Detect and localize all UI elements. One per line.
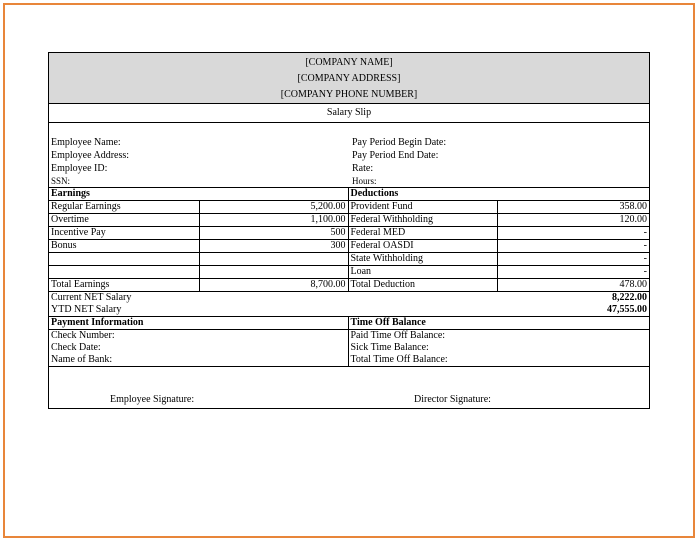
earning-label: Incentive Pay [49,227,199,240]
deduction-label: Loan [348,266,497,279]
time-off-header: Time Off Balance [348,317,649,330]
slip-title: Salary Slip [49,104,649,123]
earning-value: 500 [199,227,348,240]
ytd-net-label: YTD NET Salary [51,304,122,315]
rate-label: Rate: [352,163,374,174]
salary-slip [48,52,650,409]
table-row [49,240,649,253]
employee-address-label: Employee Address: [51,150,130,161]
earning-label: Regular Earnings [49,201,199,214]
paid-time-off-label: Paid Time Off Balance: [350,330,446,341]
deduction-value: - [497,240,649,253]
period-end-label: Pay Period End Date: [352,150,439,161]
earning-label: Overtime [49,214,199,227]
deduction-label: Federal MED [348,227,497,240]
employee-info [49,123,649,188]
deduction-value: 120.00 [497,214,649,227]
company-address: [COMPANY ADDRESS] [297,73,401,84]
total-deduction-label: Total Deduction [348,279,497,292]
payment-timeoff-section [49,317,649,367]
table-header-row [49,188,649,201]
table-row [49,266,649,279]
deduction-label: Federal OASDI [348,240,497,253]
table-row [49,227,649,240]
earnings-header: Earnings [49,188,348,201]
total-earnings-value: 8,700.00 [199,279,348,292]
deduction-value: - [497,253,649,266]
deduction-value: - [497,227,649,240]
table-row [49,253,649,266]
bank-name-label: Name of Bank: [49,354,348,366]
earning-label [49,266,199,279]
deduction-label: State Withholding [348,253,497,266]
current-net-value: 8,222.00 [612,292,647,303]
table-row [49,201,649,214]
ssn-label: SSN: [51,176,71,186]
earning-value: 1,100.00 [199,214,348,227]
deduction-value: - [497,266,649,279]
ytd-net-value: 47,555.00 [607,304,647,315]
deductions-header: Deductions [348,188,649,201]
company-name: [COMPANY NAME] [305,57,393,68]
total-deduction-value: 478.00 [497,279,649,292]
current-net-label: Current NET Salary [51,292,132,303]
net-salary-section [49,292,649,317]
check-date-label: Check Date: [49,342,348,354]
company-header [49,53,649,104]
total-earnings-label: Total Earnings [49,279,199,292]
earning-value: 300 [199,240,348,253]
earning-value [199,266,348,279]
earning-label [49,253,199,266]
sick-time-label: Sick Time Balance: [350,342,429,353]
employee-details [49,136,350,187]
payment-info-header: Payment Information [49,317,348,330]
employee-name-label: Employee Name: [51,137,121,148]
hours-label: Hours: [352,176,377,186]
company-phone: [COMPANY PHONE NUMBER] [280,89,418,100]
earning-value: 5,200.00 [199,201,348,214]
employee-signature-label: Employee Signature: [110,394,195,405]
table-row [49,214,649,227]
earnings-deductions-table [49,188,649,292]
check-number-label: Check Number: [49,330,348,343]
total-time-off-label: Total Time Off Balance: [350,354,448,365]
employee-id-label: Employee ID: [51,163,108,174]
deduction-value: 358.00 [497,201,649,214]
deduction-label: Provident Fund [348,201,497,214]
pay-period-details [350,136,446,187]
deduction-label: Federal Withholding [348,214,497,227]
director-signature-label: Director Signature: [414,394,491,405]
earning-value [199,253,348,266]
period-begin-label: Pay Period Begin Date: [352,137,447,148]
signature-section [49,367,649,408]
totals-row [49,279,649,292]
earning-label: Bonus [49,240,199,253]
